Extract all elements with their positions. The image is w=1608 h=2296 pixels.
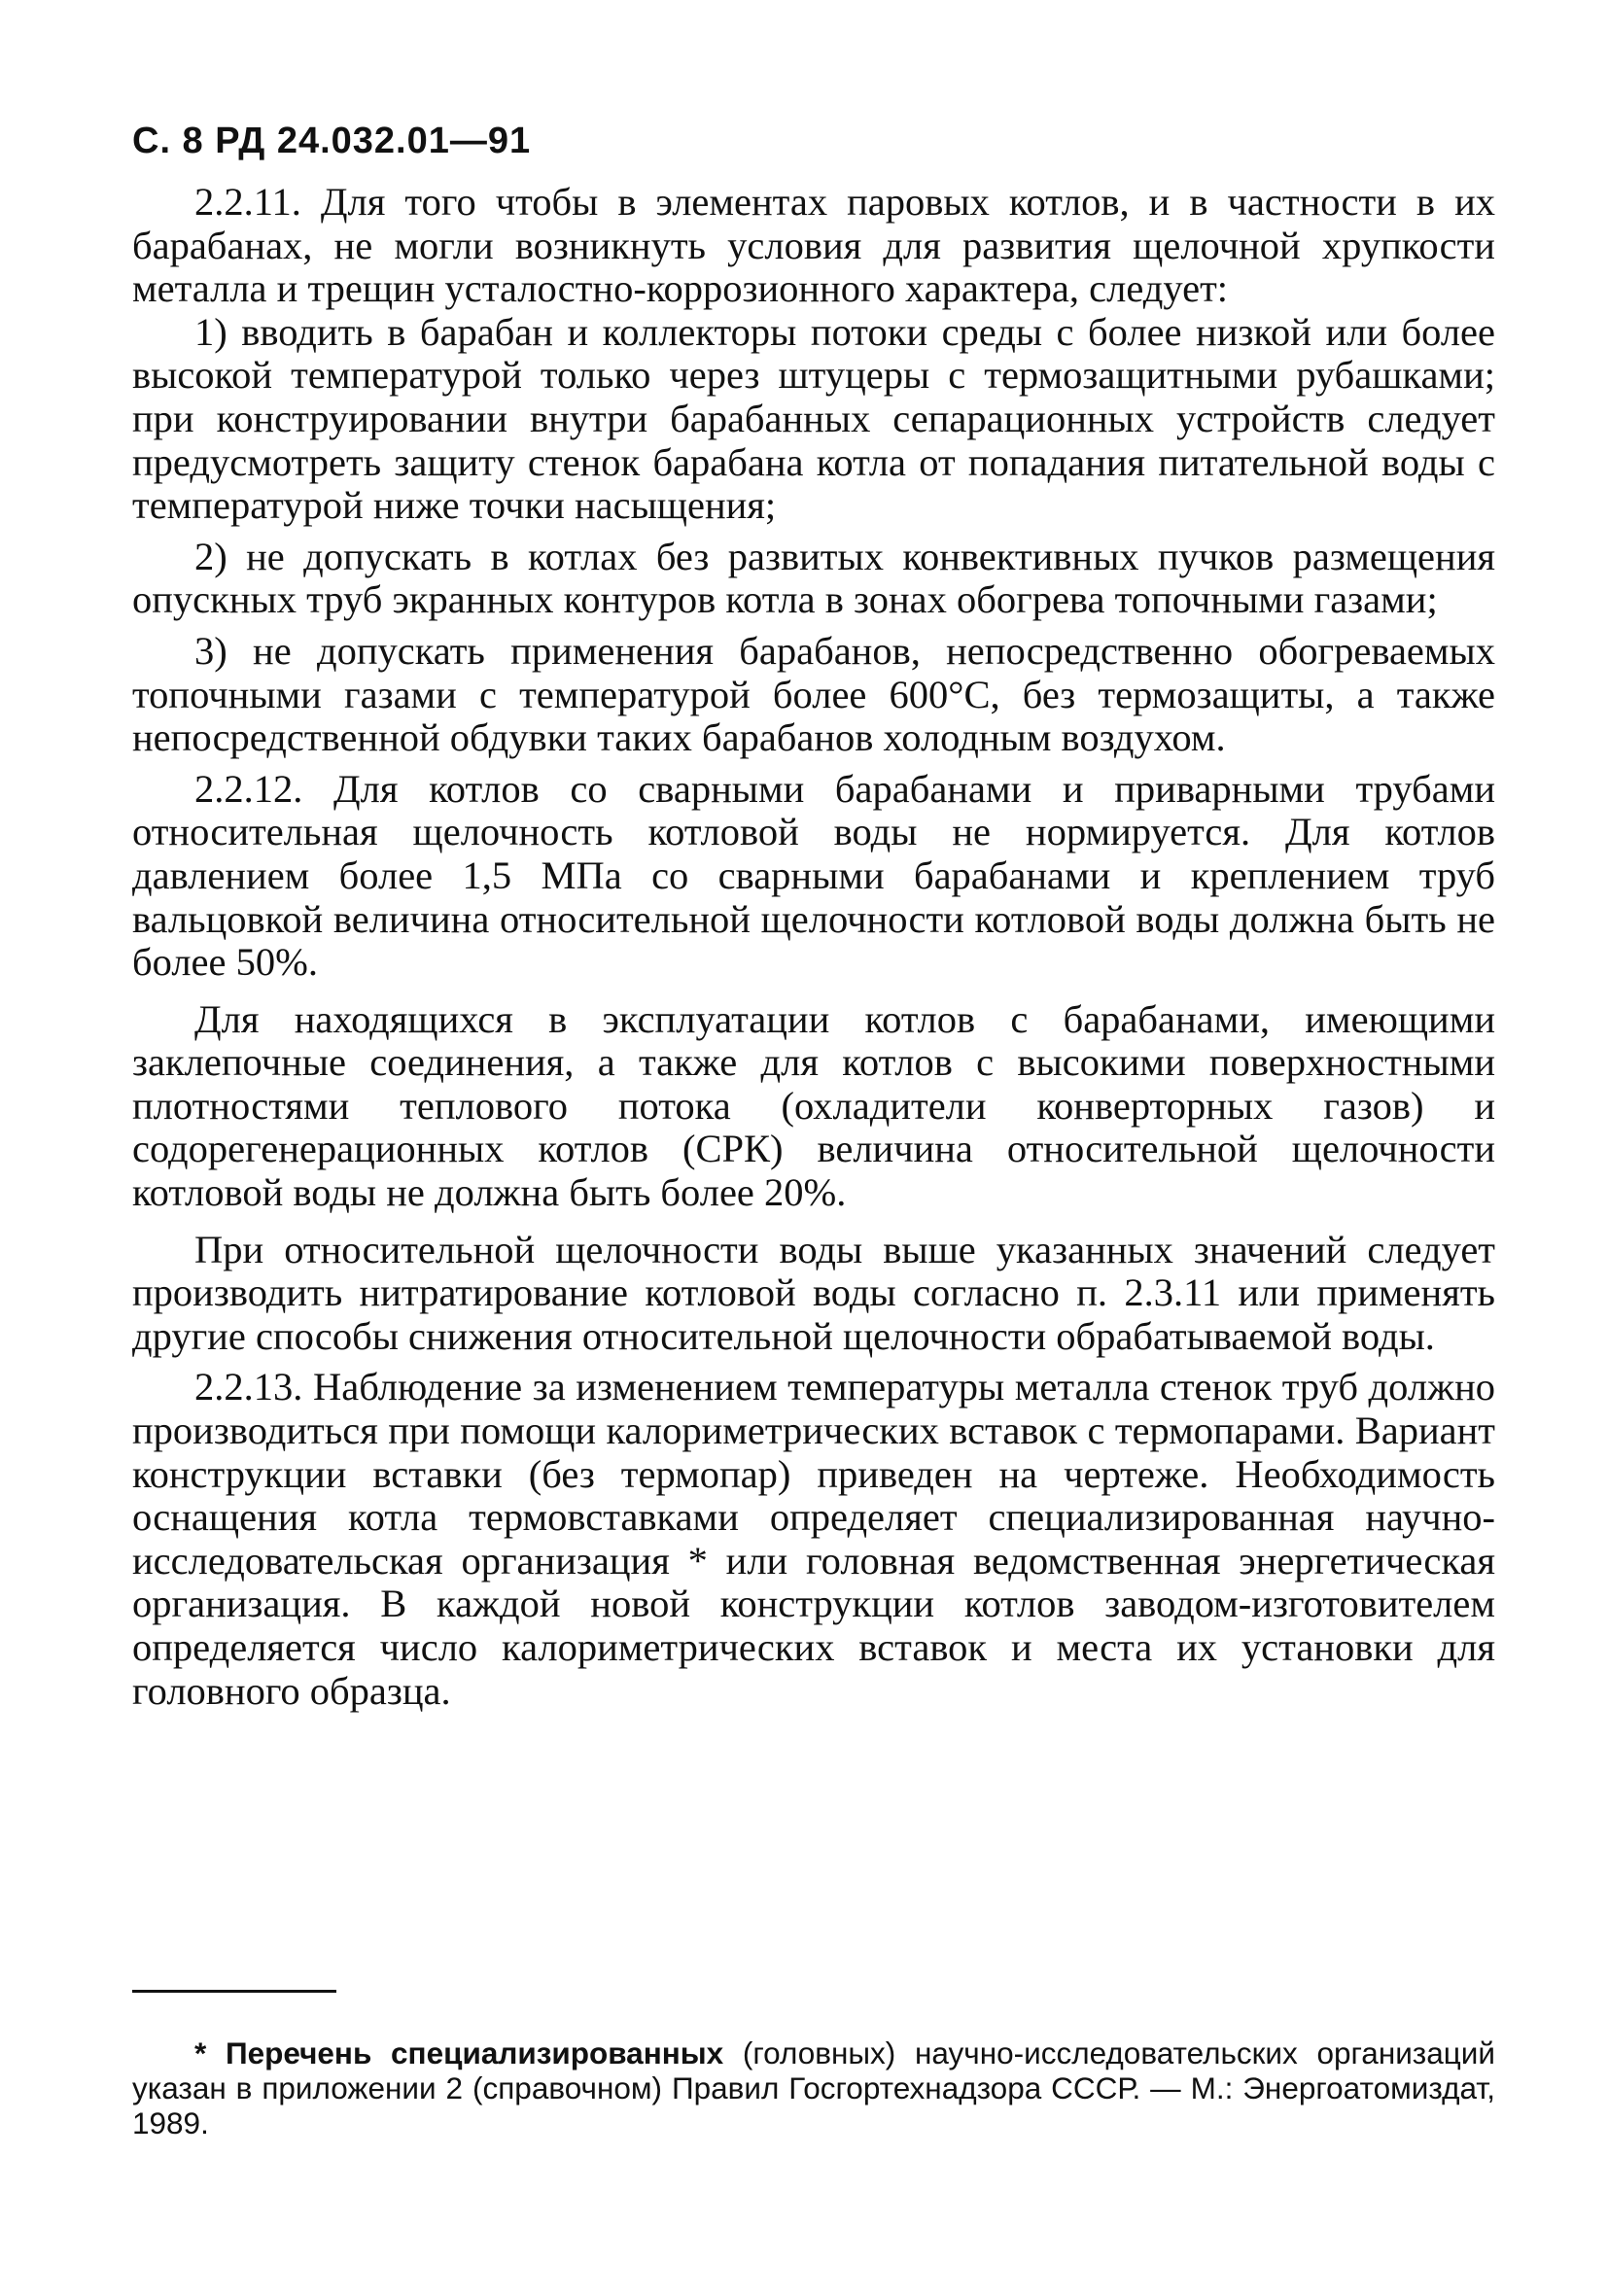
list-item-3: 3) не допускать применения барабанов, непосредственно обогреваемых топочными газами с температурой более 600°С, без термозащиты, а также непосредственной обдувки таких барабанов холодным воздухом.	[132, 628, 1495, 760]
paragraph-2-2-12: 2.2.12. Для котлов со сварными барабанами и приварными трубами относительная щелочность котловой воды не нормируется. Для котлов давлением более 1,5 МПа со сварными барабанами и креплением труб вальцовкой величина относительной щелочности котловой воды должна быть не более 50%.	[132, 766, 1495, 985]
footnote-lead: * Перечень специализированных	[194, 2035, 724, 2070]
footnote-text	[132, 2035, 1495, 2140]
paragraph-2-2-13: 2.2.13. Наблюдение за изменением температуры металла стенок труб должно производиться при помощи калориметрических вставок с термопарами. Вариант конструкции вставки (без термопар) приведен на чертеже. Необходимость оснащения котла термовставками определяет специализированная научно-исследовательская организация * или головная ведомственная энергетическая организация. В каждой новой конструкции котлов заводом-изготовителем определяется число калориметрических вставок и места их установки для головного образца.	[132, 1365, 1495, 1713]
paragraph-2-2-11: 2.2.11. Для того чтобы в элементах паровых котлов, и в частности в их барабанах, не могли возникнуть условия для развития щелочной хрупкости металла и трещин усталостно-коррозионного характера, следует:	[132, 180, 1495, 311]
page-header: С. 8 РД 24.032.01—91	[132, 121, 532, 161]
list-item-2: 2) не допускать в котлах без развитых конвективных пучков размещения опускных труб экранных контуров котла в зонах обогрева топочными газами;	[132, 534, 1495, 622]
paragraph-nitration: При относительной щелочности воды выше указанных значений следует производить нитратирование котловой воды согласно п. 2.3.11 или применять другие способы снижения относительной щелочности обрабатываемой воды.	[132, 1227, 1495, 1358]
footnote-rest: (головных) научно-исследовательских организаций указан в приложении 2 (справочном) Правил Госгортехнадзора СССР. — М.: Энергоатомиздат, 1989.	[132, 2035, 1495, 2140]
footnote	[132, 2035, 1495, 2140]
paragraph-alkalinity-operating: Для находящихся в эксплуатации котлов с барабанами, имеющими заклепочные соединения, а также для котлов с высокими поверхностными плотностями теплового потока (охладители конверторных газов) и содорегенерационных котлов (СРК) величина относительной щелочности котловой воды не должна быть более 20%.	[132, 996, 1495, 1215]
list-item-1: 1) вводить в барабан и коллекторы потоки среды с более низкой или более высокой температурой только через штуцеры с термозащитными рубашками; при конструировании внутри барабанных сепарационных устройств следует предусмотреть защиту стенок барабана котла от попадания питательной воды с температурой ниже точки насыщения;	[132, 309, 1495, 528]
footnote-divider	[132, 1990, 336, 1993]
document-body	[132, 181, 1495, 1713]
